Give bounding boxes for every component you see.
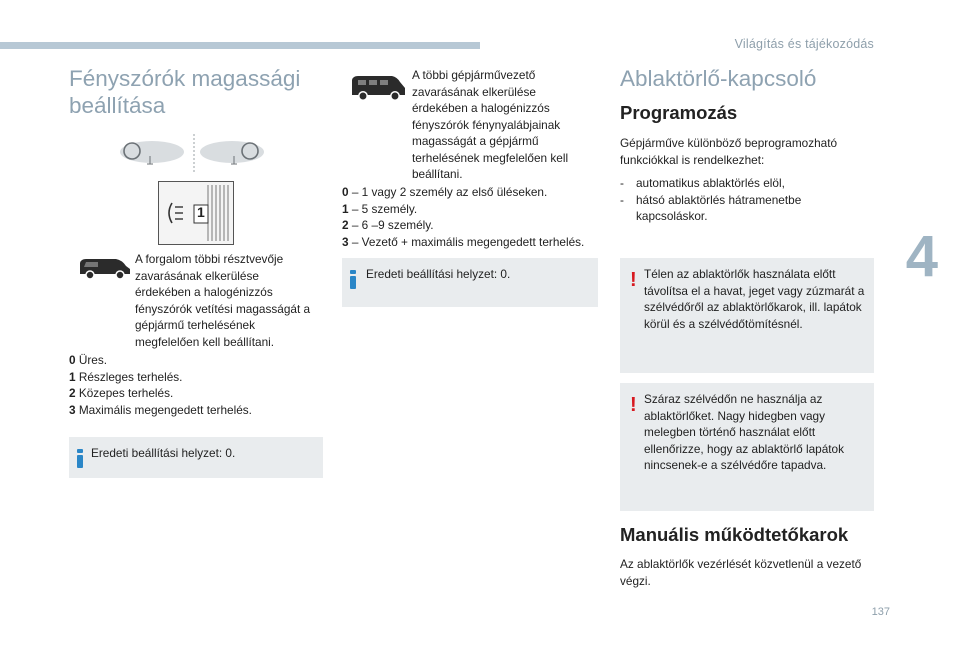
- manual-controls-heading: Manuális működtetőkarok: [620, 524, 849, 545]
- level-row: 3 Maximális megengedett terhelés.: [69, 402, 252, 417]
- feature-list: [620, 175, 870, 225]
- warning-box: [620, 383, 874, 511]
- programming-heading: Programozás: [620, 102, 738, 123]
- minibus-description: A többi gépjárművezető zavarásának elkerülése érdekében a halogénizzós fényszórók fénynyalábjainak magasságát a gépjármű terhelésének megfelelően kell beállítani.: [412, 68, 569, 181]
- page-number: 137: [871, 606, 890, 618]
- section-heading: Fényszórók magassági beállítása: [69, 66, 301, 118]
- level-row: 0 – 1 vagy 2 személy az első üléseken.: [342, 185, 548, 199]
- chapter-number: 4: [905, 224, 938, 289]
- warning-text: Télen az ablaktörlők használata előtt távolítsa el a havat, jeget vagy zúzmarát a szélvédőről az ablaktörlőkarok, ill. lapátok körül és a szélvédőtömítésnél.: [644, 267, 865, 331]
- intro-text: Gépjárműve különböző beprogramozható funkciókkal is rendelkezhet:: [620, 136, 838, 167]
- knob-position-label: 1: [197, 204, 205, 220]
- info-box: [342, 258, 598, 307]
- info-icon: [77, 449, 83, 468]
- headlamp-adjust-section: [69, 66, 323, 119]
- warning-icon: !: [630, 394, 637, 416]
- level-row: 2 Közepes terhelés.: [69, 386, 174, 400]
- header-bar: [0, 42, 480, 49]
- minibus-icon: [350, 72, 408, 102]
- passenger-levels-list: [342, 184, 598, 250]
- warning-box: [620, 258, 874, 373]
- steering-wheel-illustration: [112, 132, 272, 174]
- info-text: Eredeti beállítási helyzet: 0.: [366, 267, 511, 281]
- warning-text: Száraz szélvédőn ne használja az ablaktörlőket. Nagy hidegben vagy melegben történő használat előtt ellenőrizze, hogy az ablaktörlő lapátok nincsenek-e a szélvédőre tapadva.: [644, 392, 845, 472]
- info-text: Eredeti beállítási helyzet: 0.: [91, 446, 236, 460]
- level-row: 2 – 6 –9 személy.: [342, 218, 434, 232]
- level-row: 3 – Vezető + maximális megengedett terhelés.: [342, 234, 585, 249]
- level-row: 1 – 5 személy.: [342, 201, 418, 216]
- wiper-section: [620, 66, 874, 93]
- section-heading: Ablaktörlő-kapcsoló: [620, 66, 817, 91]
- info-box: [69, 437, 323, 478]
- load-levels-list: [69, 352, 323, 418]
- level-row: 1 Részleges terhelés.: [69, 369, 183, 384]
- van-icon: [78, 255, 132, 281]
- list-item: - hátsó ablaktörlés hátramenetbe kapcsoláskor.: [620, 192, 802, 223]
- level-row: 0 Üres.: [69, 353, 108, 367]
- section-title: Világítás és tájékozódás: [734, 37, 874, 51]
- outro-text: Az ablaktörlők vezérlését közvetlenül a vezető végzi.: [620, 557, 862, 588]
- headlamp-knob-illustration: [158, 181, 234, 245]
- info-icon: [350, 270, 356, 289]
- warning-icon: !: [630, 269, 637, 291]
- list-item: - automatikus ablaktörlés elöl,: [620, 176, 785, 190]
- van-description: A forgalom többi résztvevője zavarásának elkerülése érdekében a halogénizzós fényszórók vetítési magasságát a gépjármű terhelésének megfelelően kell beállítani.: [135, 252, 311, 349]
